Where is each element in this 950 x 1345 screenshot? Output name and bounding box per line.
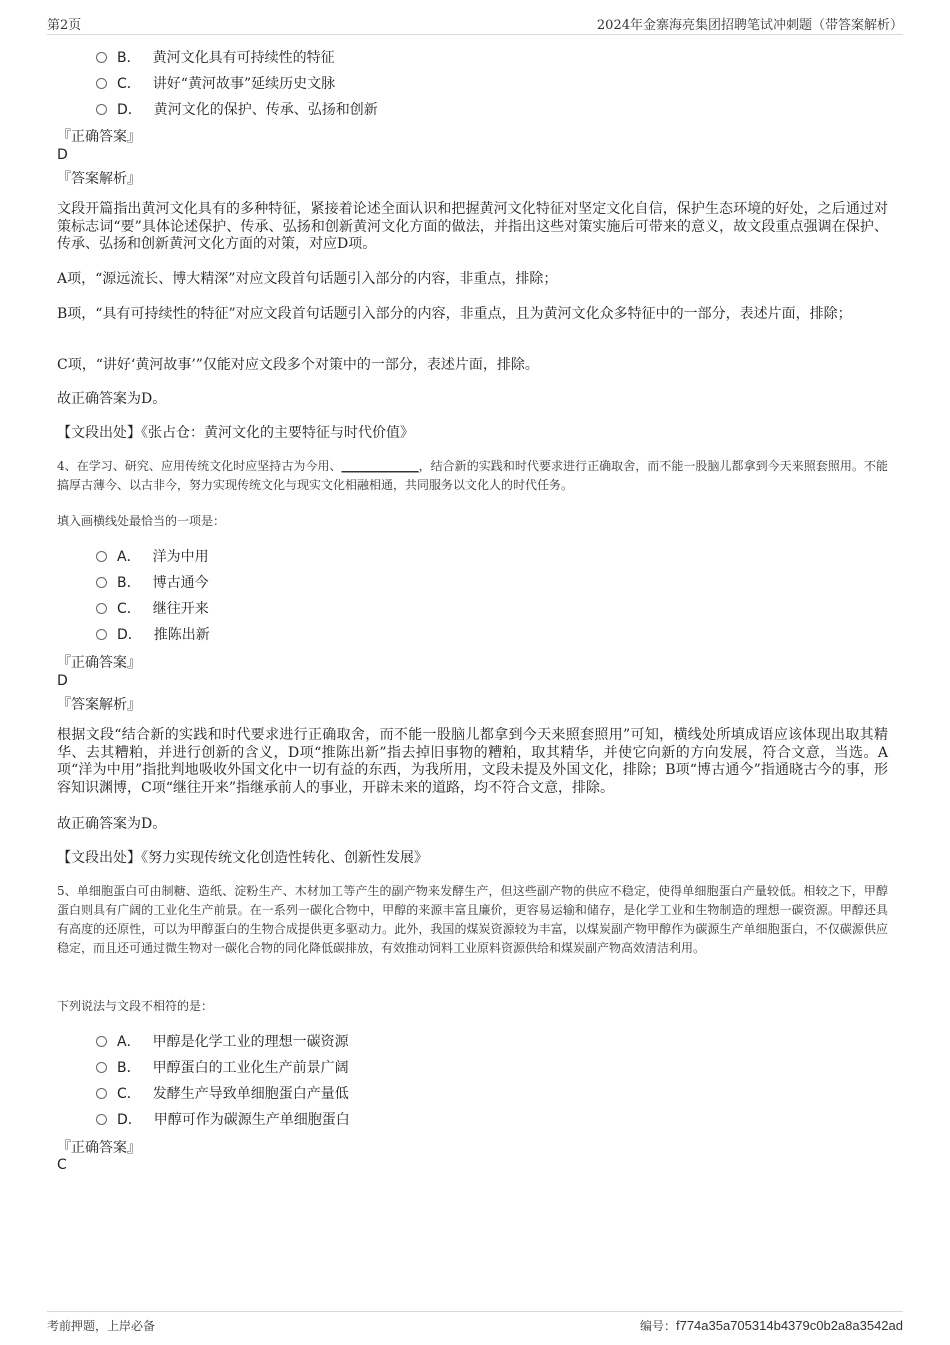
- q5-option-d[interactable]: D． 甲醇可作为碳源生产单细胞蛋白: [96, 1108, 350, 1130]
- answer-blank: ______________: [341, 459, 419, 473]
- q4-answer-label: 『正确答案』: [57, 655, 141, 671]
- option-text: 甲醇可作为碳源生产单细胞蛋白: [153, 1112, 350, 1128]
- option-text: 讲好“黄河故事”延续历史文脉: [152, 76, 336, 92]
- q4-prompt: 填入画横线处最恰当的一项是：: [57, 514, 226, 528]
- q4-analysis-main: 根据文段“结合新的实践和时代要求进行正确取舍，而不能一股脑儿都拿到今天来照套照用”可知，横线处所填成语应该体现出取其精华、去其糟粕，并进行创新的含义，D项“推陈出新”指去掉旧事物的糟粕，取其精华，并使它向新的方向发展，符合文意，当选。A项“洋为中用”指批判地吸收外国文化中一切有益的东西，为我所用，文段未提及外国文化，排除；B项“博古通今”指通晓古今的事，形容知识渊博，C项“继往开来”指继承前人的事业，开辟未来的道路，均不符合文意，排除。: [57, 727, 888, 796]
- document-title: 2024年金寨海亮集团招聘笔试冲刺题（带答案解析）: [596, 18, 903, 33]
- q4-option-d[interactable]: D． 推陈出新: [96, 623, 210, 645]
- option-text: 博古通今: [152, 575, 209, 591]
- q3-analysis-main: 文段开篇指出黄河文化具有的多种特征，紧接着论述全面认识和把握黄河文化特征对坚定文化自信，保护生态环境的好处，之后通过对策标志词“要”具体论述保护、传承、弘扬和创新黄河文化方面的做法，并指出这些对策实施后可带来的意义，故文段重点强调在保护、传承、弘扬和创新黄河文化方面的对策，对应D项。: [57, 201, 888, 252]
- q4-analysis-label: 『答案解析』: [57, 697, 141, 713]
- q4-source: 【文段出处】《努力实现传统文化创造性转化、创新性发展》: [57, 850, 428, 866]
- q5-stem: 5、单细胞蛋白可由制糖、造纸、淀粉生产、木材加工等产生的副产物来发酵生产，但这些副产物的供应不稳定，使得单细胞蛋白产量较低。相较之下，甲醇蛋白则具有广阔的工业化生产前景。在一系列一碳化合物中，甲醇的来源丰富且廉价，更容易运输和储存，是化学工业和生物制造的理想一碳资源。甲醇还具有高度的还原性，可以为甲醇蛋白的生物合成提供更多驱动力。此外，我国的煤炭资源较为丰富，以煤炭副产物甲醇作为碳源生产单细胞蛋白，不仅碳源供应稳定，而且还可通过微生物对一碳化合物的同化降低碳排放，有效推动饲料工业原料资源供给和煤炭副产物高效清洁利用。: [57, 884, 888, 955]
- q5-answer-label: 『正确答案』: [57, 1140, 141, 1156]
- q4-option-a[interactable]: A． 洋为中用: [96, 545, 209, 567]
- q4-option-b[interactable]: B． 博古通今: [96, 571, 209, 593]
- page-footer: [47, 1311, 903, 1334]
- option-text: 洋为中用: [152, 549, 209, 565]
- q5-prompt: 下列说法与文段不相符的是：: [57, 999, 214, 1013]
- footer-slogan: 考前押题，上岸必备: [47, 1319, 156, 1333]
- q3-answer-label: 『正确答案』: [57, 129, 141, 145]
- q5-option-b[interactable]: B． 甲醇蛋白的工业化生产前景广阔: [96, 1056, 349, 1078]
- option-text: 发酵生产导致单细胞蛋白产量低: [152, 1086, 349, 1102]
- option-text: 推陈出新: [153, 627, 210, 643]
- radio-button[interactable]: [96, 52, 107, 63]
- q3-option-d[interactable]: D． 黄河文化的保护、传承、弘扬和创新: [96, 98, 378, 120]
- q5-answer: C: [57, 1157, 67, 1173]
- radio-button[interactable]: [96, 551, 107, 562]
- option-text: 甲醇蛋白的工业化生产前景广阔: [152, 1060, 349, 1076]
- q4-option-c[interactable]: C． 继往开来: [96, 597, 209, 619]
- q4-conclusion: 故正确答案为D。: [57, 816, 167, 832]
- radio-button[interactable]: [96, 78, 107, 89]
- radio-button[interactable]: [96, 1114, 107, 1125]
- option-text: 黄河文化具有可持续性的特征: [152, 50, 335, 66]
- radio-button[interactable]: [96, 1088, 107, 1099]
- option-text: 甲醇是化学工业的理想一碳资源: [152, 1034, 349, 1050]
- q3-answer: D: [57, 147, 68, 163]
- radio-button[interactable]: [96, 104, 107, 115]
- q3-option-c[interactable]: C． 讲好“黄河故事”延续历史文脉: [96, 72, 335, 94]
- q5-option-a[interactable]: A． 甲醇是化学工业的理想一碳资源: [96, 1030, 349, 1052]
- document-code: 编号：f774a35a705314b4379c0b2a8a3542ad: [639, 1318, 903, 1333]
- radio-button[interactable]: [96, 1036, 107, 1047]
- radio-button[interactable]: [96, 1062, 107, 1073]
- q4-stem: 4、在学习、研究、应用传统文化时应坚持古为今用、______________，结合新的实践和时代要求进行正确取舍，而不能一股脑儿都拿到今天来照套照用。不能搞厚古薄今、以古非今，努力实现传统文化与现实文化相融相通，共同服务以文化人的时代任务。: [57, 459, 888, 492]
- q4-answer: D: [57, 673, 68, 689]
- option-text: 继往开来: [152, 601, 209, 617]
- option-text: 黄河文化的保护、传承、弘扬和创新: [153, 102, 378, 118]
- q3-analysis-label: 『答案解析』: [57, 171, 141, 187]
- q3-conclusion: 故正确答案为D。: [57, 391, 167, 407]
- radio-button[interactable]: [96, 629, 107, 640]
- q3-analysis-a: A项，“源远流长、博大精深”对应文段首句话题引入部分的内容，非重点，排除；: [57, 271, 558, 287]
- q5-option-c[interactable]: C． 发酵生产导致单细胞蛋白产量低: [96, 1082, 349, 1104]
- radio-button[interactable]: [96, 603, 107, 614]
- q3-analysis-b: B项，“具有可持续性的特征”对应文段首句话题引入部分的内容，非重点，且为黄河文化众多特征中的一部分，表述片面，排除；: [57, 306, 852, 322]
- q3-source: 【文段出处】《张占仓：黄河文化的主要特征与时代价值》: [57, 425, 414, 441]
- q3-option-b[interactable]: B． 黄河文化具有可持续性的特征: [96, 46, 335, 68]
- page-header: [47, 14, 903, 35]
- q3-analysis-c: C项，“讲好‘黄河故事’”仅能对应文段多个对策中的一部分，表述片面，排除。: [57, 357, 539, 373]
- radio-button[interactable]: [96, 577, 107, 588]
- page-number: 第2页: [47, 18, 82, 33]
